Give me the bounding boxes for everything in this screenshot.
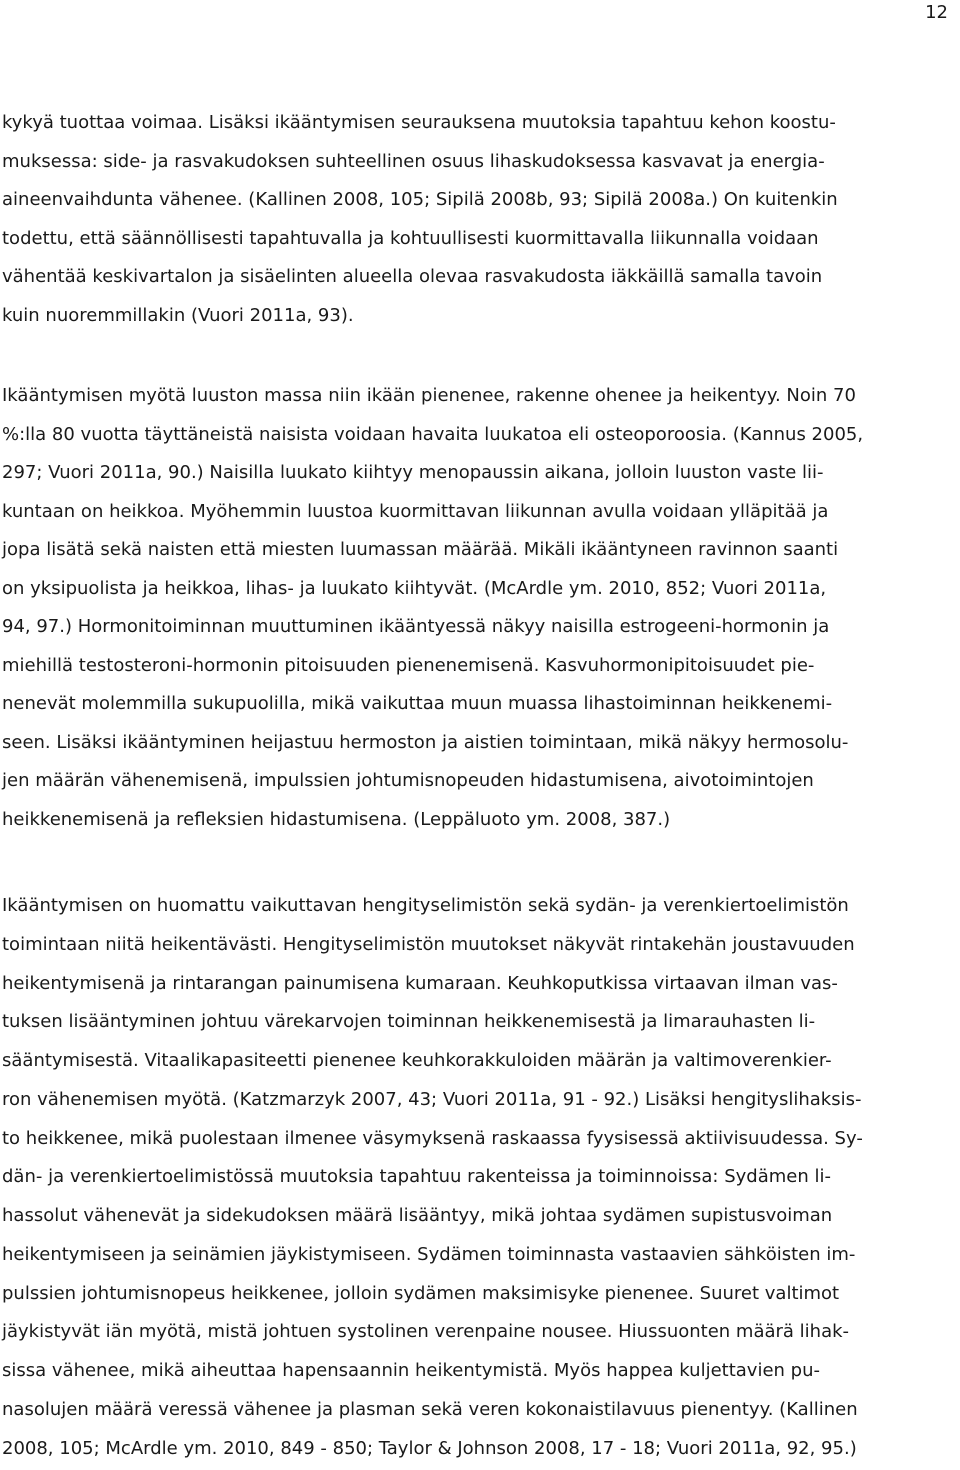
text-line: Ikääntymisen on huomattu vaikuttavan hengityselimistön sekä sydän- ja verenkiertoelimistön — [2, 895, 849, 916]
text-line: muksessa: side- ja rasvakudoksen suhteellinen osuus lihaskudoksessa kasvavat ja energia- — [2, 150, 825, 172]
text-line: toimintaan niitä heikentävästi. Hengityselimistön muutokset näkyvät rintakehän joustavuuden — [2, 933, 855, 955]
text-line: miehillä testosteroni-hormonin pitoisuuden pienenemisenä. Kasvuhormonipitoisuudet pie- — [2, 654, 815, 676]
text-line: dän- ja verenkiertoelimistössä muutoksia tapahtuu rakenteissa ja toiminnoissa: Sydämen li- — [2, 1166, 831, 1188]
text-line: tuksen lisääntyminen johtuu värekarvojen toiminnan heikkenemisestä ja limarauhasten li- — [2, 1011, 816, 1033]
text-line: 297; Vuori 2011a, 90.) Naisilla luukato kiihtyy menopaussin aikana, jolloin luuston vaste lii- — [2, 462, 824, 483]
text-line: jäykistyvät iän myötä, mistä johtuen systolinen verenpaine nousee. Hiussuonten määrä lihak- — [2, 1321, 850, 1343]
text-line: to heikkenee, mikä puolestaan ilmenee väsymyksenä raskaassa fyysisessä aktiivisuudessa. Sy- — [2, 1127, 863, 1149]
text-line: vähentää keskivartalon ja sisäelinten alueella olevaa rasvakudosta iäkkäillä samalla tavoin — [2, 266, 823, 288]
text-line: jopa lisätä sekä naisten että miesten luumassan määrää. Mikäli ikääntyneen ravinnon saanti — [2, 539, 839, 560]
text-line: heikentymisenä ja rintarangan painumisena kumaraan. Keuhkoputkissa virtaavan ilman vas- — [2, 972, 838, 994]
text-line: nasolujen määrä veressä vähenee ja plasman sekä veren kokonaistilavuus pienentyy. (Kallinen — [2, 1398, 858, 1420]
paragraph-bones-hormones — [2, 377, 958, 839]
text-line: jen määrän vähenemisenä, impulssien johtumisnopeuden hidastumisena, aivotoimintojen — [2, 770, 814, 791]
text-line: Ikääntymisen myötä luuston massa niin ikään pienenee, rakenne ohenee ja heikentyy. Noin 70 — [2, 385, 856, 406]
paragraph-respiratory-cardiovascular — [2, 887, 958, 1468]
text-line: seen. Lisäksi ikääntyminen heijastuu hermoston ja aistien toimintaan, mikä näkyy hermosolu- — [2, 731, 849, 753]
text-line: nenevät molemmilla sukupuolilla, mikä vaikuttaa muun muassa lihastoiminnan heikkenemi- — [2, 693, 833, 714]
text-line: sääntymisestä. Vitaalikapasiteetti pienenee keuhkorakkuloiden määrän ja valtimoverenkier- — [2, 1050, 832, 1071]
text-line: kuntaan on heikkoa. Myöhemmin luustoa kuormittavan liikunnan avulla voidaan ylläpitää ja — [2, 500, 829, 522]
text-line: kykyä tuottaa voimaa. Lisäksi ikääntymisen seurauksena muutoksia tapahtuu kehon koostu- — [2, 112, 836, 133]
text-line: 94, 97.) Hormonitoiminnan muuttuminen ikääntyessä näkyy naisilla estrogeeni-hormonin ja — [2, 616, 830, 637]
paragraph-body-composition — [2, 104, 958, 336]
text-line: 2008, 105; McArdle ym. 2010, 849 - 850; Taylor & Johnson 2008, 17 - 18; Vuori 2011a, 92, 95.) — [2, 1437, 857, 1459]
text-line: %:lla 80 vuotta täyttäneistä naisista voidaan havaita luukatoa eli osteoporoosia. (Kannus 2005, — [2, 423, 864, 445]
text-line: hassolut vähenevät ja sidekudoksen määrä lisääntyy, mikä johtaa sydämen supistusvoiman — [2, 1205, 833, 1226]
text-line: pulssien johtumisnopeus heikkenee, jolloin sydämen maksimisyke pienenee. Suuret valtimot — [2, 1282, 840, 1304]
page-number: 12 — [925, 2, 948, 23]
text-line: kuin nuoremmillakin (Vuori 2011a, 93). — [2, 304, 354, 326]
text-line: ron vähenemisen myötä. (Katzmarzyk 2007, 43; Vuori 2011a, 91 - 92.) Lisäksi hengityslihaksis- — [2, 1088, 862, 1110]
text-line: todettu, että säännöllisesti tapahtuvalla ja kohtuullisesti kuormittavalla liikunnalla voidaan — [2, 227, 819, 249]
text-line: heikkenemisenä ja refleksien hidastumisena. (Leppäluoto ym. 2008, 387.) — [2, 808, 671, 830]
text-line: aineenvaihdunta vähenee. (Kallinen 2008, 105; Sipilä 2008b, 93; Sipilä 2008a.) On kuitenkin — [2, 189, 838, 211]
text-line: sissa vähenee, mikä aiheuttaa hapensaannin heikentymistä. Myös happea kuljettavien pu- — [2, 1360, 820, 1381]
text-line: on yksipuolista ja heikkoa, lihas- ja luukato kiihtyvät. (McArdle ym. 2010, 852; Vuori 2011a, — [2, 577, 827, 599]
text-line: heikentymiseen ja seinämien jäykistymiseen. Sydämen toiminnasta vastaavien sähköisten im- — [2, 1243, 856, 1265]
